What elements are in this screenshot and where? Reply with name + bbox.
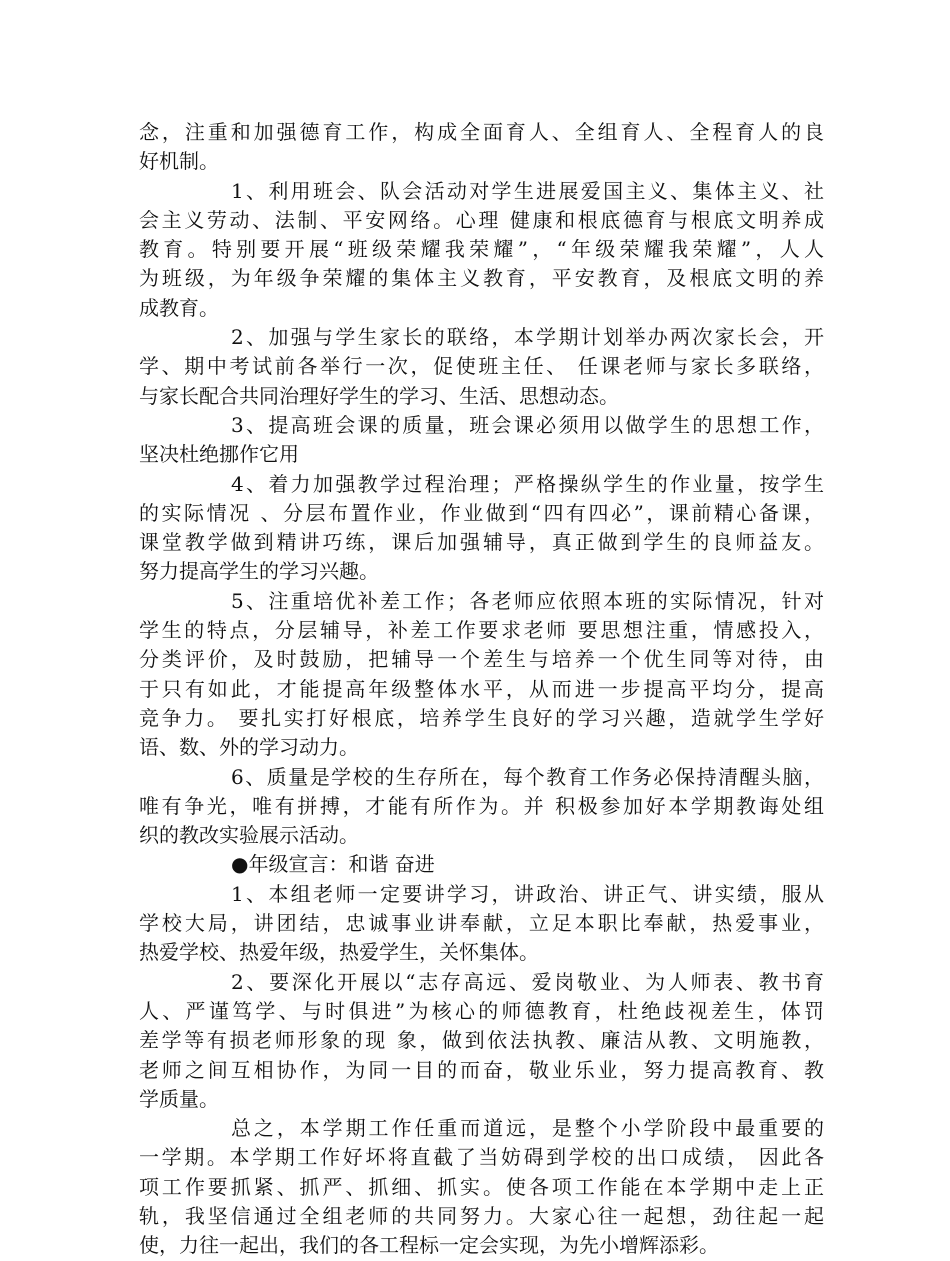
paragraph-first-line: 4、着力加强教学过程治理；严格操纵学生的作业量，按学生 xyxy=(231,471,824,496)
paragraph-line: 唯有争光，唯有拼搏，才能有所作为。并 积极参加好本学期教诲处组 xyxy=(139,793,824,818)
paragraph-line: 竞争力。 要扎实打好根底，培养学生良好的学习兴趣，造就学生学好 xyxy=(139,705,824,730)
paragraph-line: 学质量。 xyxy=(139,1086,219,1111)
paragraph-line: 课堂教学做到精讲巧练，课后加强辅导，真正做到学生的良师益友。 xyxy=(139,530,824,555)
paragraph-first-line: 5、注重培优补差工作；各老师应依照本班的实际情况，针对 xyxy=(231,588,824,613)
paragraph-line: 分类评价，及时鼓励，把辅导一个差生与培养一个优生同等对待，由 xyxy=(139,647,824,672)
paragraph-line: 努力提高学生的学习兴趣。 xyxy=(139,559,379,584)
paragraph-line: 热爱学校、热爱年级，热爱学生，关怀集体。 xyxy=(139,940,539,965)
paragraph-first-line: 2、要深化开展以“志存高远、爱岗敬业、为人师表、教书育 xyxy=(231,969,824,994)
paragraph-line: 差学等有损老师形象的现 象，做到依法执教、廉洁从教、文明施教， xyxy=(139,1028,824,1053)
paragraph-line: 会主义劳动、法制、平安网络。心理 健康和根底德育与根底文明养成 xyxy=(139,207,824,232)
paragraph-first-line: 6、质量是学校的生存所在，每个教育工作务必保持清醒头脑， xyxy=(231,764,824,789)
paragraph-line: 坚决杜绝挪作它用 xyxy=(139,442,299,467)
paragraph-line: 为班级，为年级争荣耀的集体主义教育，平安教育，及根底文明的养 xyxy=(139,266,824,291)
paragraph-line: 语、数、外的学习动力。 xyxy=(139,735,359,760)
paragraph-line: 人、严谨笃学、与时俱进”为核心的师德教育，杜绝歧视差生，体罚 xyxy=(139,998,824,1023)
paragraph-line: 老师之间互相协作，为同一目的而奋，敬业乐业，努力提高教育、教 xyxy=(139,1057,824,1082)
document-body xyxy=(139,118,824,1261)
paragraph-line: 学校大局，讲团结，忠诚事业讲奉献，立足本职比奉献，热爱事业， xyxy=(139,911,824,936)
paragraph-line: 的实际情况 、分层布置作业，作业做到“四有四必”，课前精心备课， xyxy=(139,500,824,525)
paragraph-line: 轨，我坚信通过全组老师的共同努力。大家心往一起想，劲往起一起 xyxy=(139,1203,824,1228)
paragraph-first-line: 1、本组老师一定要讲学习，讲政治、讲正气、讲实绩，服从 xyxy=(231,881,824,906)
paragraph-line: 织的教改实验展示活动。 xyxy=(139,823,359,848)
paragraph-line: 教育。特别要开展“班级荣耀我荣耀”，“年级荣耀我荣耀”，人人 xyxy=(139,237,824,262)
paragraph-line: 一学期。本学期工作好坏将直截了当妨碍到学校的出口成绩， 因此各 xyxy=(139,1145,824,1170)
paragraph-line: 好机制。 xyxy=(139,149,219,174)
paragraph-first-line: ●年级宣言：和谐 奋进 xyxy=(231,852,435,877)
paragraph-line: 学生的特点，分层辅导，补差工作要求老师 要思想注重，情感投入， xyxy=(139,618,824,643)
paragraph-line: 与家长配合共同治理好学生的学习、生活、思想动态。 xyxy=(139,383,619,408)
paragraph-line: 项工作要抓紧、抓严、抓细、抓实。使各项工作能在本学期中走上正 xyxy=(139,1174,824,1199)
paragraph-line: 学、期中考试前各举行一次，促使班主任、 任课老师与家长多联络， xyxy=(139,354,824,379)
paragraph-line: 使，力往一起出，我们的各工程标一定会实现，为先小增辉添彩。 xyxy=(139,1233,719,1258)
paragraph-line: 于只有如此，才能提高年级整体水平，从而进一步提高平均分，提高 xyxy=(139,676,824,701)
paragraph-first-line: 总之，本学期工作任重而道远，是整个小学阶段中最重要的 xyxy=(231,1116,824,1141)
paragraph-first-line: 2、加强与学生家长的联络，本学期计划举办两次家长会，开 xyxy=(231,325,824,350)
paragraph-first-line: 3、提高班会课的质量，班会课必须用以做学生的思想工作， xyxy=(231,412,824,437)
paragraph-line: 成教育。 xyxy=(139,295,219,320)
paragraph-line: 念，注重和加强德育工作，构成全面育人、全组育人、全程育人的良 xyxy=(139,120,824,144)
paragraph-first-line: 1、利用班会、队会活动对学生进展爱国主义、集体主义、社 xyxy=(231,178,824,203)
